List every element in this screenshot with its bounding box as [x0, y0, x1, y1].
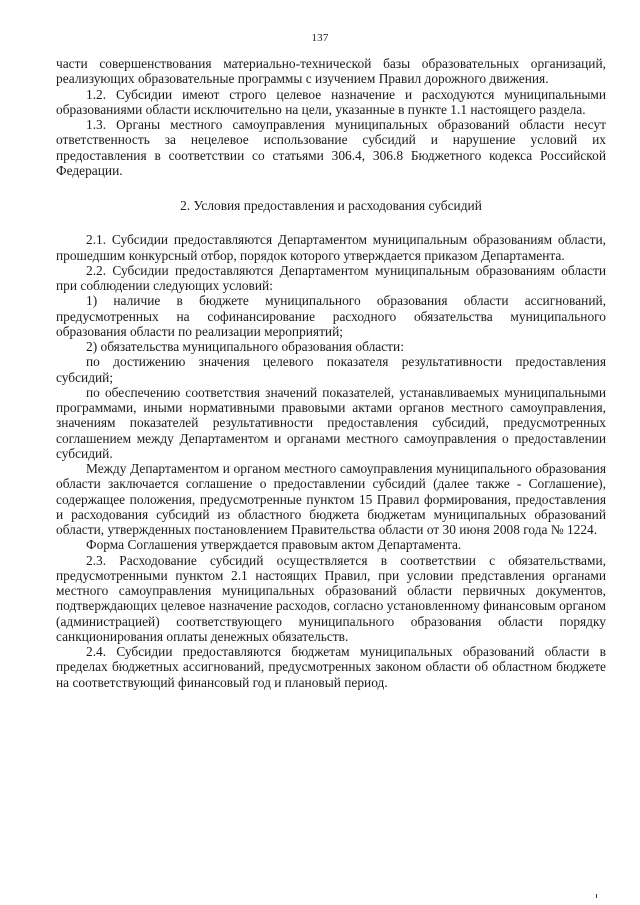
paragraph-2-3: 2.3. Расходование субсидий осуществляется в соответствии с обязательствами, предусмотренными пунктом 2.1 настоящих Правил, при условии представления органами местного самоуправления муниципальных образований области первичных документов, подтверждающих целевое назначение расходов, согласно установленному финансовым органом (администрацией) соответствующего муниципального образования области порядку санкционирования оплаты денежных обязательств.: [56, 552, 606, 644]
paragraph-agreement-form: Форма Соглашения утверждается правовым актом Департамента.: [86, 537, 462, 553]
obligation-target-indicator: по достижению значения целевого показателя результативности предоставления субсидий;: [56, 354, 606, 385]
paragraph-agreement: Между Департаментом и органом местного самоуправления муниципального образования области заключается соглашение о предоставлении субсидий (далее также - Соглашение), содержащее положения, предусмотренные пунктом 15 Правил формирования, предоставления и расходования субсидий из областного бюджета бюджетам муниципальных образований области, утвержденных постановлением Правительства области от 30 июня 2008 года № 1224.: [56, 461, 606, 537]
paragraph-2-1: 2.1. Субсидии предоставляются Департаментом муниципальным образованиям области, прошедшим конкурсный отбор, порядок которого утверждается приказом Департамента.: [56, 232, 606, 263]
paragraph-continuation: части совершенствования материально-технической базы образовательных организаций, реализующих образовательные программы с изучением Правил дорожного движения.: [56, 56, 606, 87]
scan-artifact-mark: [596, 894, 597, 898]
document-body: [56, 56, 606, 690]
section-heading: 2. Условия предоставления и расходования субсидий: [180, 198, 482, 213]
obligation-indicator-compliance: по обеспечению соответствия значений показателей, устанавливаемых муниципальными программами, иными нормативными правовыми актами органов местного самоуправления, значениям показателей результативности предоставления субсидий, предусмотренных соглашением между Департаментом и органами местного самоуправления о предоставлении субсидий.: [56, 384, 606, 461]
page-number: 137: [311, 32, 329, 44]
list-item-2: 2) обязательства муниципального образования области:: [86, 339, 404, 354]
paragraph-1-2: 1.2. Субсидии имеют строго целевое назначение и расходуются муниципальными образованиями области исключительно на цели, указанные в пункте 1.1 настоящего раздела.: [56, 86, 606, 117]
paragraph-2-4: 2.4. Субсидии предоставляются бюджетам муниципальных образований области в пределах бюджетных ассигнований, предусмотренных законом области об областном бюджете на соответствующий финансовый год и плановый период.: [56, 644, 606, 690]
list-item-1: 1) наличие в бюджете муниципального образования области ассигнований, предусмотренных на софинансирование расходного обязательства муниципального образования области по реализации мероприятий;: [56, 293, 606, 339]
paragraph-2-2: 2.2. Субсидии предоставляются Департаментом муниципальным образованиям области при соблюдении следующих условий:: [56, 262, 606, 293]
paragraph-1-3: 1.3. Органы местного самоуправления муниципальных образований области несут ответственность за нецелевое использование субсидий и нарушение условий их предоставления в соответствии со статьями 306.4, 306.8 Бюджетного кодекса Российской Федерации.: [56, 117, 606, 178]
